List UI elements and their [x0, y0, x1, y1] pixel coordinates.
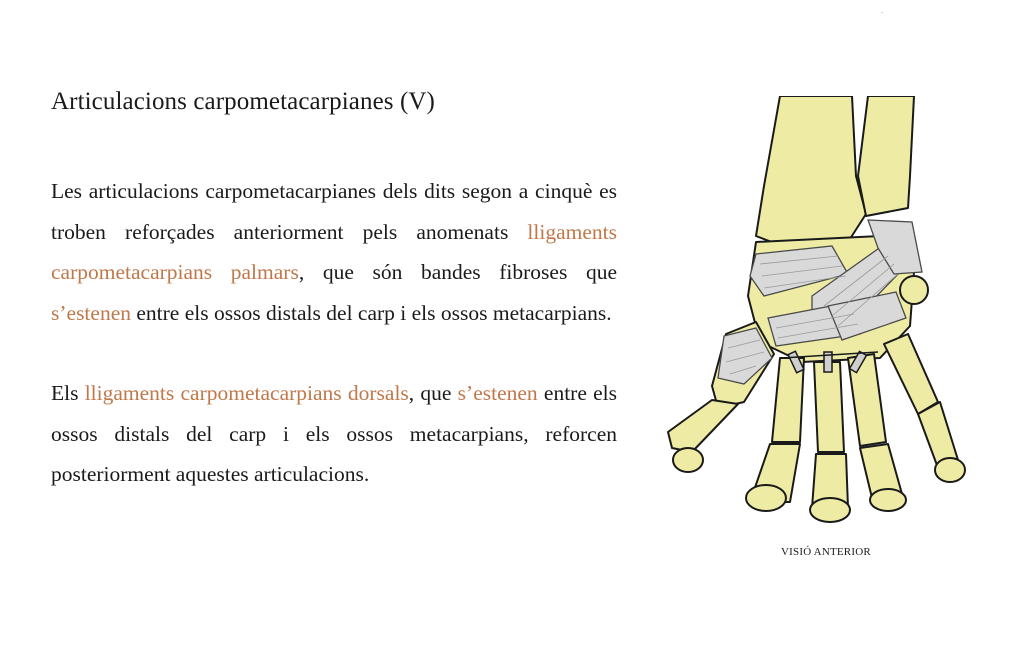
paragraph-1 [51, 171, 617, 333]
page-title: Articulacions carpometacarpianes (V) [51, 88, 435, 115]
ulna-bone [858, 96, 914, 216]
paragraph-2 [51, 373, 617, 495]
pisiform-bone [900, 276, 928, 304]
text-segment: Els [51, 381, 85, 405]
middle-metacarpal [814, 362, 844, 452]
text-segment: entre els ossos distals del carp i els ossos metacarpians. [131, 300, 612, 325]
text-segment: , que [408, 381, 458, 405]
highlighted-term: s’estenen [457, 381, 538, 405]
stray-mark [881, 12, 883, 13]
highlighted-term: lligaments carpometacarpians dorsals [84, 381, 409, 405]
ring-tip [870, 489, 906, 511]
thumb-phalanx [668, 400, 738, 452]
text-segment: entre els ossos distals del carp i els ossos metacarpians, reforcen posteriorment aquestes articulacions. [51, 381, 617, 486]
radius-bone [756, 96, 866, 246]
hand-anatomy-illustration [652, 96, 972, 536]
figure-caption: VISIÓ ANTERIOR [781, 546, 871, 558]
highlighted-term: lligaments carpometacarpians palmars [51, 219, 617, 284]
little-metacarpal [884, 334, 938, 414]
body-text [51, 171, 617, 495]
text-segment: Les articulacions carpometacarpianes dels dits segon a cinquè es troben reforçades anteriorment pels anomenats [51, 179, 617, 244]
little-tip [935, 458, 965, 482]
index-tip [746, 485, 786, 511]
highlighted-term: s’estenen [51, 300, 131, 325]
middle-tip [810, 498, 850, 522]
text-segment: , que són bandes fibroses que [298, 260, 617, 284]
thumb-tip [673, 448, 703, 472]
